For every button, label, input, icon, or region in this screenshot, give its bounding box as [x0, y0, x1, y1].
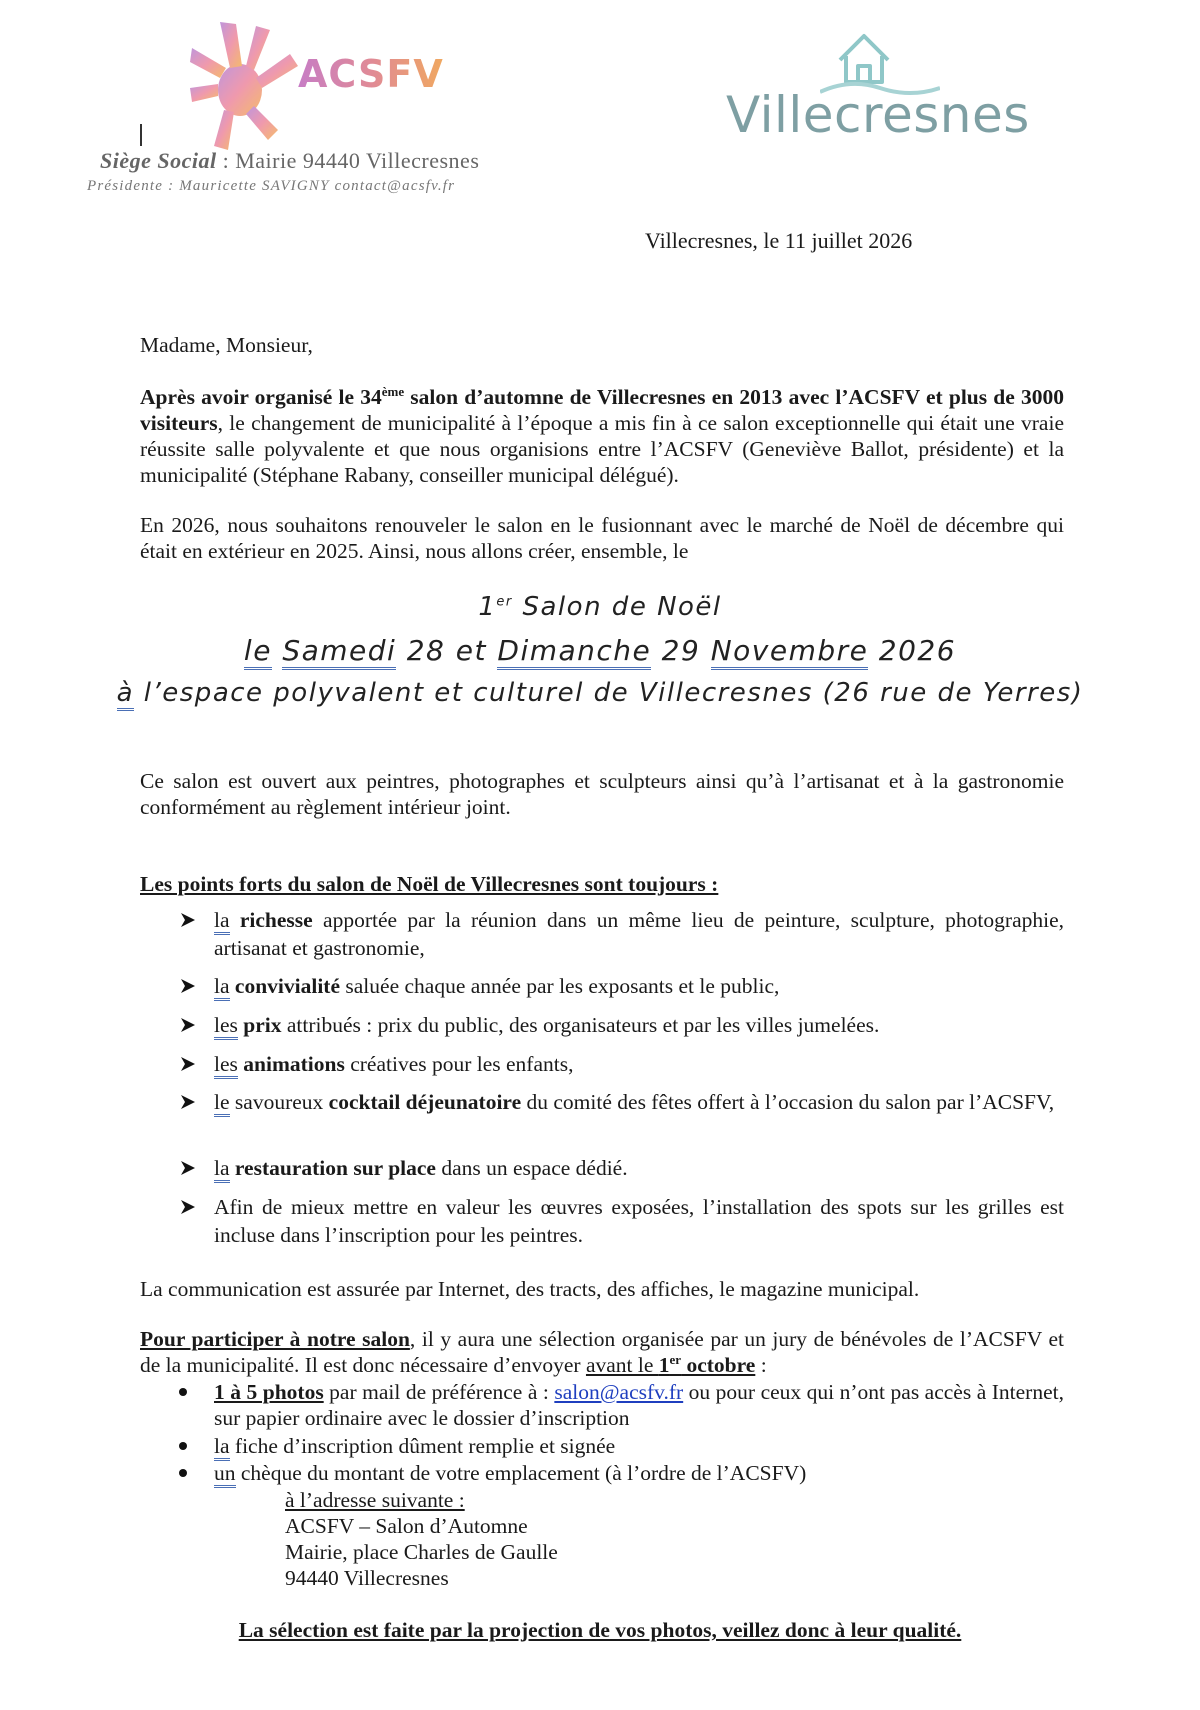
email-link[interactable]: salon@acsfv.fr	[554, 1380, 684, 1404]
event-venue	[0, 678, 1200, 708]
date-line: Villecresnes, le 11 juillet 2026	[645, 228, 913, 253]
event-venue-a: à	[117, 678, 134, 711]
requirement-article: la	[214, 1434, 230, 1461]
deadline-day: 1	[658, 1353, 670, 1377]
event-dates-novembre: Novembre	[711, 634, 869, 670]
siege-value: : Mairie 94440 Villecresnes	[216, 148, 480, 173]
event-dates-year: 2026	[868, 634, 957, 667]
arrow-bullet-icon	[178, 906, 198, 934]
point-article: la	[214, 908, 230, 935]
closing-note: La sélection est faite par la projection de vos photos, veillez donc à leur qualité.	[238, 1618, 962, 1642]
deadline-month: octobre	[681, 1353, 756, 1377]
intro-rest: , le changement de municipalité à l’époque a mis fin à ce salon exceptionnelle qui était une vraie réussite salle polyvalente et que nous organisions entre l’ACSFV (Geneviève Ballot, présidente) et la municipalité (Stéphane Rabany, conseiller municipal délégué).	[140, 411, 1064, 487]
arrow-bullet-icon	[178, 1050, 198, 1078]
address-line: 94440 Villecresnes	[285, 1566, 449, 1590]
point-text: apportée par la réunion dans un même lieu de peinture, sculpture, photographie, artisanat et gastronomie,	[214, 908, 1065, 960]
address-line: Mairie, place Charles de Gaulle	[285, 1540, 558, 1564]
point-article: les	[214, 1052, 238, 1079]
point-item	[214, 906, 1064, 962]
arrow-bullet-icon	[178, 1193, 198, 1221]
point-text: Afin de mieux mettre en valeur les œuvres exposées, l’installation des spots sur les grilles est incluse dans l’inscription pour les peintres.	[214, 1195, 1064, 1247]
requirement-text: ou pour ceux qui n’ont pas accès à Internet, sur papier ordinaire avec le dossier d’inscription	[214, 1380, 1064, 1430]
point-text: attribués : prix du public, des organisateurs et par les villes jumelées.	[281, 1013, 880, 1037]
point-text: dans un espace dédié.	[435, 1156, 628, 1180]
bullet-dot-icon	[179, 1388, 187, 1396]
announcement-paragraph: En 2026, nous souhaitons renouveler le salon en le fusionnant avec le marché de Noël de décembre qui était en extérieur en 2025. Ainsi, nous allons créer, ensemble, le	[140, 513, 1064, 563]
event-dates-le: le	[244, 634, 272, 670]
event-dates	[0, 634, 1200, 667]
siege-social-line	[100, 148, 479, 174]
event-dates-dimanche: Dimanche	[497, 634, 651, 670]
address-heading: à l’adresse suivante :	[285, 1488, 465, 1512]
arrow-bullet-icon	[178, 972, 198, 1000]
villecresnes-logo-text: Villecresnes	[726, 86, 1030, 144]
point-item	[214, 1011, 1064, 1039]
event-dates-29: 29	[651, 634, 711, 667]
point-article: la	[214, 1156, 230, 1183]
event-venue-text: l’espace polyvalent et culturel de Villecresnes (26 rue de Yerres)	[134, 678, 1084, 708]
intro-bold-2: salon d’automne de Villecresnes en 2013 avec l’ACSFV et plus de 3000 visiteurs	[140, 385, 1064, 435]
point-article: les	[214, 1013, 238, 1040]
salutation: Madame, Monsieur,	[140, 333, 313, 357]
event-title-sup: er	[496, 594, 513, 610]
bullet-dot-icon	[179, 1469, 187, 1477]
arrow-bullet-icon	[178, 1088, 198, 1116]
arrow-bullet-icon	[178, 1011, 198, 1039]
point-text: du comité des fêtes offert à l’occasion du salon par l’ACSFV,	[521, 1090, 1055, 1114]
requirement-item	[214, 1433, 1064, 1459]
text-cursor	[140, 124, 142, 146]
open-to-paragraph: Ce salon est ouvert aux peintres, photographes et sculpteurs ainsi qu’à l’artisanat et à la gastronomie conformément au règlement intérieur joint.	[140, 769, 1064, 819]
point-item	[214, 972, 1064, 1000]
presidente-line: Présidente : Mauricette SAVIGNY contact@acsfv.fr	[87, 178, 456, 194]
requirement-text: fiche d’inscription dûment remplie et signée	[229, 1434, 616, 1458]
requirement-text: chèque du montant de votre emplacement (à l’ordre de l’ACSFV)	[235, 1461, 807, 1485]
point-bold: convivialité	[234, 974, 341, 998]
point-bold: cocktail déjeunatoire	[328, 1090, 522, 1114]
point-bold: animations	[243, 1052, 345, 1076]
point-bold: richesse	[239, 908, 313, 932]
point-text: saluée chaque année par les exposants et le public,	[340, 974, 780, 998]
point-article: la	[214, 974, 230, 1001]
event-dates-mid: 28 et	[396, 634, 498, 667]
address-line: ACSFV – Salon d’Automne	[285, 1514, 528, 1538]
deadline-sup: er	[669, 1351, 682, 1367]
point-item	[214, 1050, 1064, 1078]
point-article: le	[214, 1090, 230, 1117]
requirement-pre: par mail de préférence à :	[323, 1380, 555, 1404]
communication-paragraph: La communication est assurée par Internet, des tracts, des affiches, le magazine municipal.	[140, 1277, 920, 1301]
event-title-number: 1	[478, 592, 497, 622]
intro-paragraph	[140, 384, 1064, 488]
point-bold: prix	[243, 1013, 282, 1037]
deadline-avant: avant le	[585, 1353, 659, 1377]
acsfv-logo-text: ACSFV	[298, 52, 444, 96]
point-text: créatives pour les enfants,	[344, 1052, 574, 1076]
event-dates-samedi: Samedi	[282, 634, 396, 670]
point-item	[214, 1088, 1064, 1116]
point-item	[214, 1193, 1064, 1249]
participate-end: :	[755, 1353, 767, 1377]
bullet-dot-icon	[179, 1442, 187, 1450]
participate-text: , il y aura une sélection organisée par un jury de bénévoles de l’ACSFV et de la municipalité. Il est donc nécessaire d’envoyer	[140, 1327, 1064, 1377]
requirement-article: un	[214, 1461, 236, 1488]
points-heading: Les points forts du salon de Noël de Villecresnes sont toujours :	[140, 872, 719, 896]
siege-label: Siège Social	[100, 148, 217, 173]
event-title-text: Salon de Noël	[512, 592, 722, 622]
participate-lead: Pour participer à notre salon	[140, 1327, 410, 1351]
participate-deadline	[586, 1353, 755, 1377]
intro-bold-1: Après avoir organisé le 34	[140, 385, 382, 409]
event-title	[0, 592, 1200, 622]
requirement-bold: 1 à 5 photos	[214, 1380, 324, 1404]
requirement-item	[214, 1460, 1064, 1486]
arrow-bullet-icon	[178, 1154, 198, 1182]
point-pre: savoureux	[229, 1090, 329, 1114]
requirement-item	[214, 1379, 1064, 1431]
point-item	[214, 1154, 1064, 1182]
point-bold: restauration sur place	[234, 1156, 436, 1180]
participate-paragraph	[140, 1326, 1064, 1378]
intro-sup: ème	[381, 383, 405, 399]
